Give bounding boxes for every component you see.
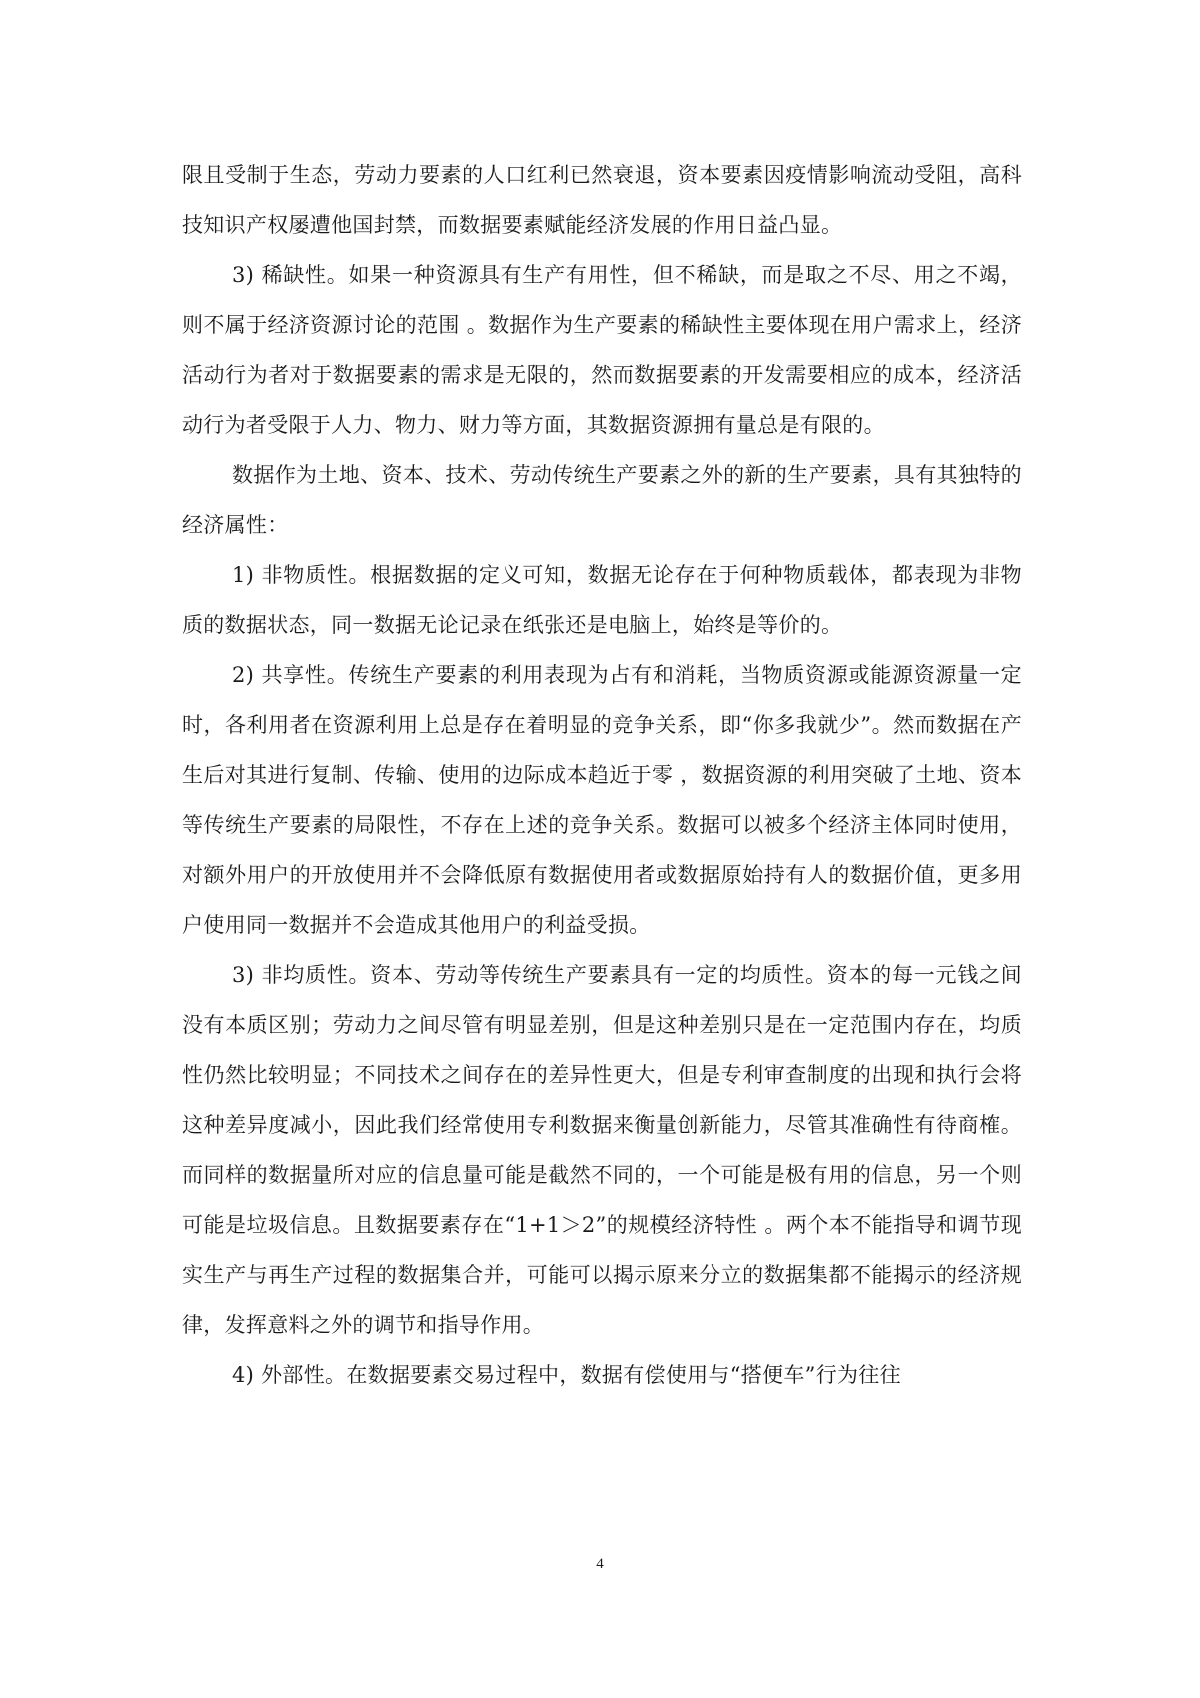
page-body [182, 150, 1022, 1400]
paragraph-externality: 4) 外部性。在数据要素交易过程中，数据有偿使用与“搭便车”行为往往 [232, 1363, 901, 1387]
page-number: 4 [596, 1556, 604, 1572]
paragraph-economic-attributes-intro: 数据作为土地、资本、技术、劳动传统生产要素之外的新的生产要素，具有其独特的经济属性： [182, 463, 1022, 537]
paragraph-continuation: 限且受制于生态，劳动力要素的人口红利已然衰退，资本要素因疫情影响流动受阻，高科技知识产权屡遭他国封禁，而数据要素赋能经济发展的作用日益凸显。 [182, 163, 1022, 237]
paragraph-scarcity: 3) 稀缺性。如果一种资源具有生产有用性，但不稀缺，而是取之不尽、用之不竭，则不属于经济资源讨论的范围 。数据作为生产要素的稀缺性主要体现在用户需求上，经济活动行为者对于数据要素的需求是无限的，然而数据要素的开发需要相应的成本，经济活动行为者受限于人力、物力、财力等方面，其数据资源拥有量总是有限的。 [182, 263, 1022, 437]
paragraph-heterogeneity: 3) 非均质性。资本、劳动等传统生产要素具有一定的均质性。资本的每一元钱之间没有本质区别；劳动力之间尽管有明显差别，但是这种差别只是在一定范围内存在，均质性仍然比较明显；不同技术之间存在的差异性更大，但是专利审查制度的出现和执行会将这种差异度减小，因此我们经常使用专利数据来衡量创新能力，尽管其准确性有待商榷。而同样的数据量所对应的信息量可能是截然不同的，一个可能是极有用的信息，另一个则可能是垃圾信息。且数据要素存在“1+1＞2”的规模经济特性 。两个本不能指导和调节现实生产与再生产过程的数据集合并，可能可以揭示原来分立的数据集都不能揭示的经济规律，发挥意料之外的调节和指导作用。 [182, 963, 1022, 1337]
paragraph-sharing: 2) 共享性。传统生产要素的利用表现为占有和消耗，当物质资源或能源资源量一定时，各利用者在资源利用上总是存在着明显的竞争关系，即“你多我就少”。然而数据在产生后对其进行复制、传输、使用的边际成本趋近于零 ，数据资源的利用突破了土地、资本等传统生产要素的局限性，不存在上述的竞争关系。数据可以被多个经济主体同时使用，对额外用户的开放使用并不会降低原有数据使用者或数据原始持有人的数据价值，更多用户使用同一数据并不会造成其他用户的利益受损。 [182, 663, 1022, 937]
paragraph-immateriality: 1) 非物质性。根据数据的定义可知，数据无论存在于何种物质载体，都表现为非物质的数据状态，同一数据无论记录在纸张还是电脑上，始终是等价的。 [182, 563, 1022, 637]
